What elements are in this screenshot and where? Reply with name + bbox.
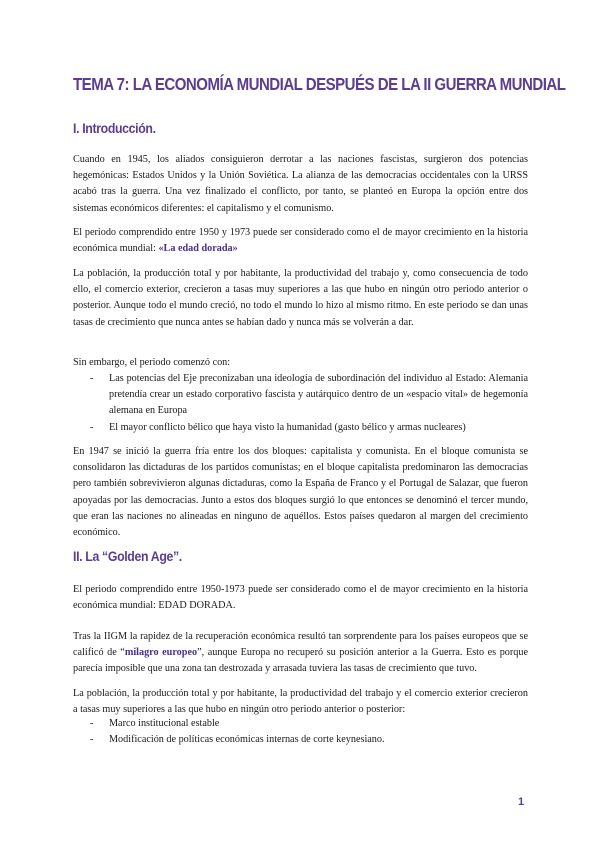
paragraph-text: ”, aunque Europa no recuperó su posición anterior a la Guerra. Esto es porque parecía imposible que una zona tan destrozada y arrasada tuviera las tasas de crecimiento que tuvo. — [73, 647, 528, 675]
paragraph: El periodo comprendido entre 1950-1973 puede ser considerado como el de mayor crecimiento en la historia económica mundial: EDAD DORADA. — [73, 584, 528, 612]
section-heading-introduccion: I. Introducción. — [73, 120, 156, 136]
paragraph: En 1947 se inició la guerra fría entre los dos bloques: capitalista y comunista. En el bloque comunista se consolidaron las dictaduras de los partidos comunistas; en el bloque capitalista predominaron las democracias pero también sobrevivieron algunas dictaduras, como la España de Franco y el Portugal de Salazar, que fueron apoyadas por las democracias. Junto a estos dos bloques surgió lo que entonces se denominó el tercer mundo, que eran las naciones no alineadas en ninguno de aquéllos. Estos países quedaron al margen del crecimiento económico. — [73, 446, 528, 539]
section-heading-golden-age: II. La “Golden Age”. — [73, 548, 182, 564]
paragraph-text: El periodo comprendido entre 1950 y 1973 puede ser considerado como el de mayor crecimiento en la historia económica mundial: — [73, 227, 528, 255]
list-item: - Las potencias del Eje preconizaban una ideología de subordinación del individuo al Estado: Alemania pretendía crear un estado corporativo fascista y autárquico dentro de un «espacio vital» de hegemonía alemana en Europa — [73, 371, 528, 420]
paragraph — [73, 629, 528, 678]
paragraph — [73, 225, 528, 257]
paragraph: La población, la producción total y por habitante, la productividad del trabajo y, como consecuencia de todo ello, el comercio exterior, crecieron a tasas muy superiores a las que hubo en ningún otro periodo anterior o posterior. Aunque todo el mundo creció, no todo el mundo lo hizo al mismo ritmo. En este periodo se dan unas tasas de crecimiento que nunca antes se habían dado y nunca más se volverán a dar. — [73, 268, 528, 328]
paragraph-text: Tras la IIGM la rapidez de la recuperación económica resultó tan sorprendente para los países europeos que se calificó de “ — [73, 631, 528, 659]
bullet-list — [73, 371, 528, 436]
page-title: TEMA 7: LA ECONOMÍA MUNDIAL DESPUÉS DE LA II GUERRA MUNDIAL — [73, 74, 566, 94]
list-item: - El mayor conflicto bélico que haya visto la humanidad (gasto bélico y armas nucleares) — [73, 420, 528, 436]
paragraph: La población, la producción total y por habitante, la productividad del trabajo y el comercio exterior crecieron a tasas muy superiores a las que hubo en ningún otro periodo anterior o posterior: — [73, 688, 528, 716]
list-item: - Marco institucional estable — [73, 716, 528, 732]
highlight-edad-dorada: «La edad dorada» — [158, 243, 238, 255]
page-number: 1 — [518, 796, 525, 808]
paragraph: Sin embargo, el periodo comenzó con: — [73, 357, 231, 368]
list-item: - Modificación de políticas económicas internas de corte keynesiano. — [73, 732, 528, 748]
highlight-milagro-europeo: milagro europeo — [124, 647, 198, 659]
paragraph: Cuando en 1945, los aliados consiguieron derrotar a las naciones fascistas, surgieron dos potencias hegemónicas: Estados Unidos y la Unión Soviética. La alianza de las democracias occidentales con la URSS acabó tras la guerra. Una vez finalizado el conflicto, por tanto, se planteó en Europa la opción entre dos sistemas económicos diferentes: el capitalismo y el comunismo. — [73, 154, 528, 214]
bullet-list — [73, 716, 528, 748]
